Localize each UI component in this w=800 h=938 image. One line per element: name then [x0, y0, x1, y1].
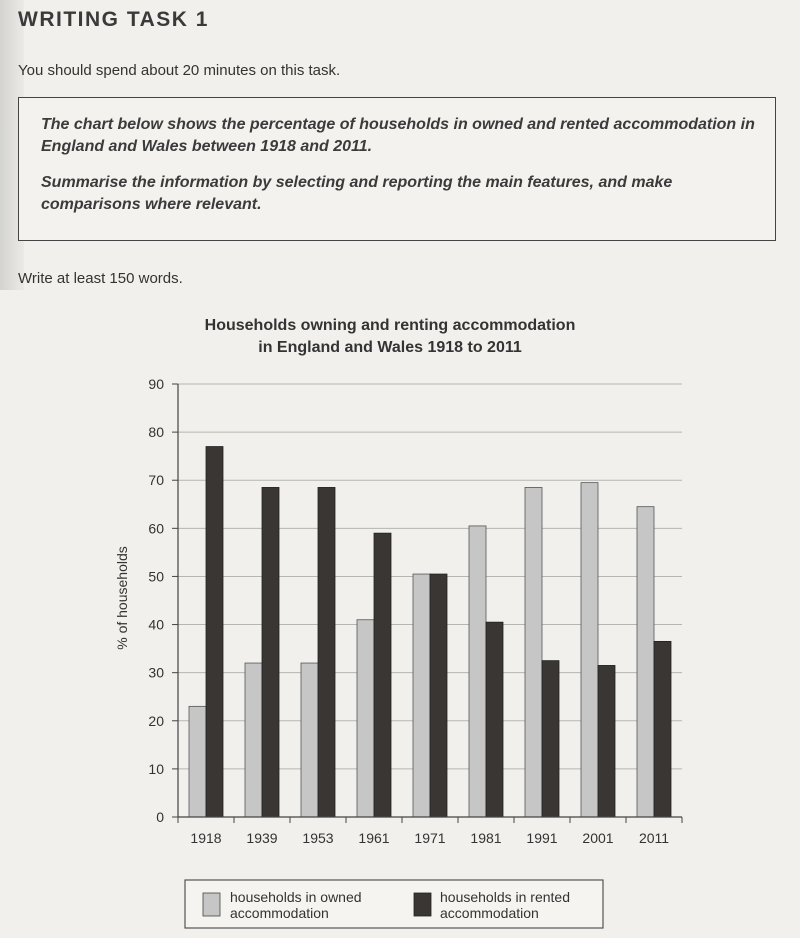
legend-label-rented-line1: households in rented	[440, 889, 570, 905]
x-tick-label-2001: 2001	[582, 830, 614, 846]
bar-rented-2001	[598, 665, 615, 817]
bar-owned-1981	[469, 526, 486, 817]
prompt-chart-description: The chart below shows the percentage of households in owned and rented accommodation in England and Wales between 1918 and 2011.	[41, 116, 755, 155]
bar-rented-1981	[486, 622, 503, 817]
bar-rented-1971	[430, 574, 447, 817]
legend	[185, 880, 603, 928]
bar-rented-1991	[542, 661, 559, 817]
bar-owned-1961	[357, 620, 374, 817]
task-heading: WRITING TASK 1	[18, 8, 209, 31]
y-tick-label-60: 60	[148, 520, 164, 537]
bar-owned-2011	[637, 507, 654, 817]
y-tick-label-50: 50	[148, 568, 164, 585]
bar-owned-1953	[301, 663, 318, 817]
legend-label-rented-line2: accommodation	[440, 905, 539, 921]
bar-rented-1918	[206, 447, 223, 817]
word-count-instruction: Write at least 150 words.	[18, 270, 183, 287]
y-tick-label-80: 80	[148, 424, 164, 441]
y-tick-label-70: 70	[148, 472, 164, 489]
legend-swatch-rented	[414, 893, 431, 916]
x-tick-label-2011: 2011	[638, 830, 670, 846]
x-tick-label-1953: 1953	[302, 830, 334, 846]
y-axis-label: % of households	[114, 546, 130, 650]
x-tick-label-1918: 1918	[190, 830, 222, 846]
chart-title-line1: Households owning and renting accommodation	[204, 317, 576, 334]
bar-rented-1961	[374, 533, 391, 817]
x-tick-label-1971: 1971	[414, 830, 446, 846]
time-instruction: You should spend about 20 minutes on this task.	[18, 62, 341, 79]
y-tick-label-20: 20	[148, 712, 164, 729]
x-tick-label-1939: 1939	[246, 830, 278, 846]
legend-label-owned-line2: accommodation	[230, 905, 329, 921]
bar-rented-2011	[654, 641, 671, 817]
bar-owned-2001	[581, 483, 598, 817]
bars	[189, 447, 671, 817]
y-tick-label-10: 10	[148, 760, 164, 777]
bar-owned-1918	[189, 706, 206, 817]
y-tick-label-30: 30	[148, 664, 164, 681]
prompt-summary-instruction: Summarise the information by selecting and reporting the main features, and make comparisons where relevant.	[41, 174, 673, 213]
y-tick-label-90: 90	[148, 376, 164, 392]
y-tick-label-0: 0	[156, 809, 164, 825]
legend-label-owned-line1: households in owned	[230, 889, 362, 905]
x-tick-label-1991: 1991	[526, 830, 558, 846]
bar-owned-1939	[245, 663, 262, 817]
chart-title-line2: in England and Wales 1918 to 2011	[258, 339, 522, 356]
bar-owned-1971	[413, 574, 430, 817]
x-tick-label-1981: 1981	[470, 830, 502, 846]
bar-rented-1953	[318, 487, 335, 817]
y-tick-label-40: 40	[148, 616, 164, 633]
bar-rented-1939	[262, 487, 279, 817]
x-tick-label-1961: 1961	[358, 830, 390, 846]
bar-owned-1991	[525, 487, 542, 817]
legend-swatch-owned	[203, 893, 220, 916]
